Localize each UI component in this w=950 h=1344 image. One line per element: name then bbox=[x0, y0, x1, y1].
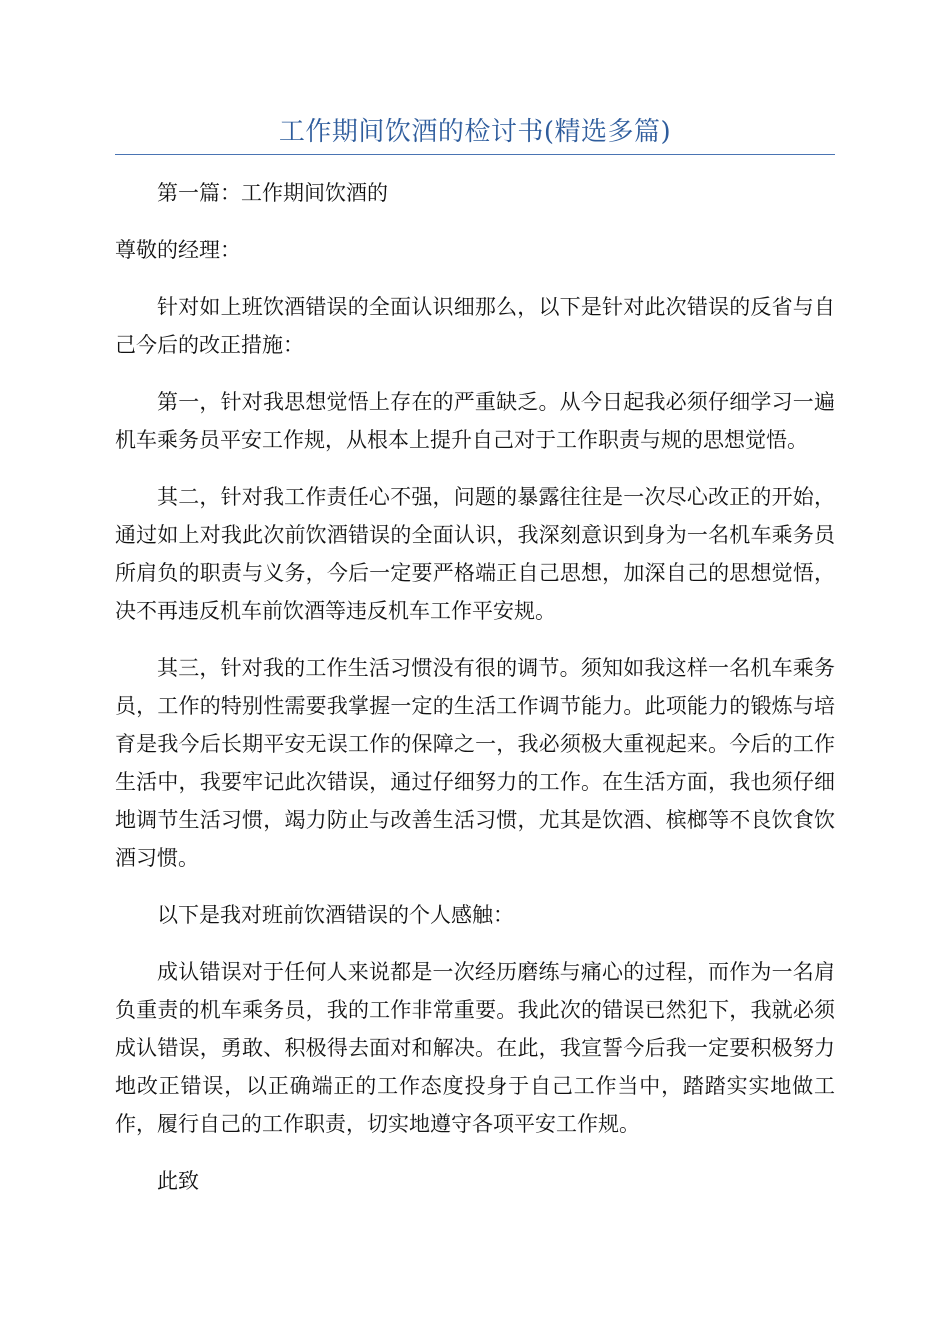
paragraph-point-two: 其二，针对我工作责任心不强，问题的暴露往往是一次尽心改正的开始，通过如上对我此次前饮酒错误的全面认识，我深刻意识到身为一名机车乘务员所肩负的职责与义务，今后一定要严格端正自己思想，加深自己的思想觉悟，决不再违反机车前饮酒等违反机车工作平安规。 bbox=[115, 485, 835, 623]
paragraph-reflection-intro: 以下是我对班前饮酒错误的个人感触： bbox=[157, 903, 514, 927]
paragraph-salutation: 尊敬的经理： bbox=[115, 238, 241, 262]
document-body bbox=[115, 174, 835, 1219]
paragraph-intro: 针对如上班饮酒错误的全面认识细那么，以下是针对此次错误的反省与自己今后的改正措施： bbox=[115, 295, 835, 357]
paragraph-reflection: 成认错误对于任何人来说都是一次经历磨练与痛心的过程，而作为一名肩负重责的机车乘务员，我的工作非常重要。我此次的错误已然犯下，我就必须成认错误，勇敢、积极得去面对和解决。在此，我宣誓今后我一定要积极努力地改正错误，以正确端正的工作态度投身于自己工作当中，踏踏实实地做工作，履行自己的工作职责，切实地遵守各项平安工作规。 bbox=[115, 960, 835, 1136]
document-title: 工作期间饮酒的检讨书(精选多篇) bbox=[278, 117, 672, 147]
paragraph-closing: 此致 bbox=[157, 1169, 199, 1193]
paragraph-point-three: 其三，针对我的工作生活习惯没有很的调节。须知如我这样一名机车乘务员，工作的特别性需要我掌握一定的生活工作调节能力。此项能力的锻炼与培育是我今后长期平安无误工作的保障之一，我必须极大重视起来。今后的工作生活中，我要牢记此次错误，通过仔细努力的工作。在生活方面，我也须仔细地调节生活习惯，竭力防止与改善生活习惯，尤其是饮酒、槟榔等不良饮食饮酒习惯。 bbox=[115, 656, 835, 870]
paragraph-section-heading: 第一篇：工作期间饮酒的 bbox=[157, 181, 388, 205]
paragraph-point-one: 第一，针对我思想觉悟上存在的严重缺乏。从今日起我必须仔细学习一遍机车乘务员平安工作规，从根本上提升自己对于工作职责与规的思想觉悟。 bbox=[115, 390, 835, 452]
title-underline bbox=[115, 154, 835, 155]
document-page bbox=[115, 0, 835, 1344]
